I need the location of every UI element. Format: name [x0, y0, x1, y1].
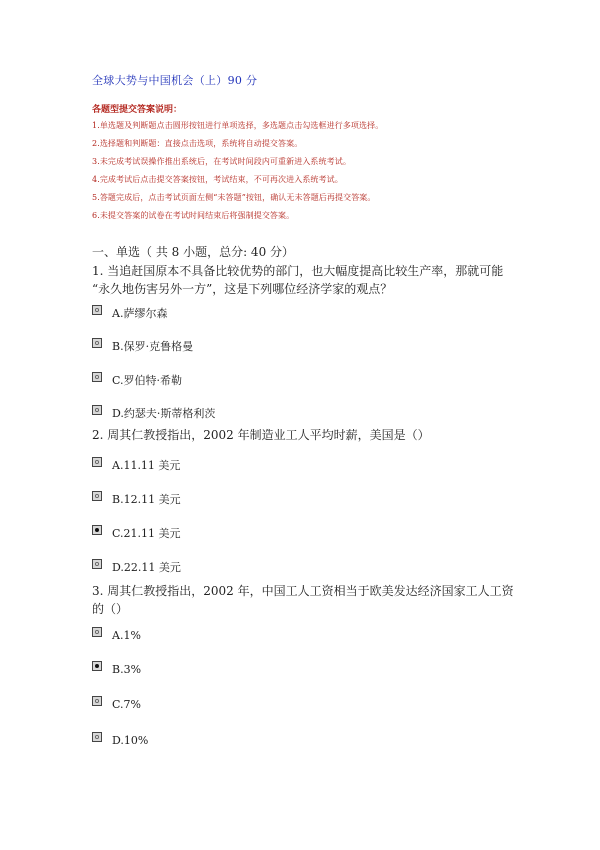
exam-title: 全球大势与中国机会（上）90 分 [92, 74, 258, 87]
question-1-option-b[interactable] [92, 338, 193, 354]
option-label: C.21.11 美元 [112, 527, 181, 540]
question-2-option-b[interactable] [92, 491, 181, 507]
question-2-option-c[interactable] [92, 525, 181, 541]
question-3-option-b[interactable] [92, 661, 141, 677]
instruction-item: 5.答题完成后，点击考试页面左侧“未答题”按钮，确认无未答题后再提交答案。 [92, 193, 376, 202]
question-3-line-2: 的（） [92, 602, 129, 616]
instruction-item: 4.完成考试后点击提交答案按钮，考试结束，不可再次进入系统考试。 [92, 175, 343, 184]
question-2 [92, 426, 522, 444]
question-1 [92, 262, 522, 298]
instruction-item: 6.未提交答案的试卷在考试时间结束后将强制提交答案。 [92, 211, 295, 220]
radio-button-icon[interactable] [92, 491, 102, 501]
question-2-line-1: 2. 周其仁教授指出，2002 年制造业工人平均时薪，美国是（） [92, 428, 430, 442]
option-label: C.罗伯特·希勒 [112, 374, 183, 387]
radio-button-icon[interactable] [92, 338, 102, 348]
radio-button-icon[interactable] [92, 305, 102, 315]
option-label: A.1% [112, 628, 141, 642]
option-label: D.约瑟夫·斯蒂格利茨 [112, 407, 216, 420]
instruction-item: 3.未完成考试误操作推出系统后，在考试时间段内可重新进入系统考试。 [92, 157, 351, 166]
question-2-option-d[interactable] [92, 559, 181, 575]
option-label: C.7% [112, 697, 141, 711]
question-3-option-d[interactable] [92, 732, 148, 748]
option-label: D.22.11 美元 [112, 561, 181, 574]
question-2-option-a[interactable] [92, 457, 180, 473]
radio-button-icon[interactable] [92, 732, 102, 742]
option-label: D.10% [112, 733, 149, 747]
question-1-line-2: “永久地伤害另外一方”，这是下列哪位经济学家的观点？ [92, 282, 393, 296]
radio-button-icon[interactable] [92, 627, 102, 637]
question-1-line-1: 1. 当追赶国原本不具备比较优势的部门，也大幅度提高比较生产率，那就可能 [92, 264, 504, 278]
question-1-option-a[interactable] [92, 305, 167, 321]
option-label: A.11.11 美元 [112, 459, 181, 472]
question-3-line-1: 3. 周其仁教授指出，2002 年，中国工人工资相当于欧美发达经济国家工人工资 [92, 584, 514, 598]
option-label: B.3% [112, 662, 142, 676]
radio-button-icon[interactable] [92, 696, 102, 706]
option-label: A.萨缪尔森 [112, 307, 168, 320]
option-label: B.保罗·克鲁格曼 [112, 340, 194, 353]
radio-button-selected-icon[interactable] [92, 661, 102, 671]
question-1-option-d[interactable] [92, 405, 215, 421]
question-3-option-c[interactable] [92, 696, 141, 712]
radio-button-icon[interactable] [92, 405, 102, 415]
radio-button-selected-icon[interactable] [92, 525, 102, 535]
question-3 [92, 582, 522, 618]
instruction-item: 2.选择题和判断题：直接点击选项，系统将自动提交答案。 [92, 139, 303, 148]
option-label: B.12.11 美元 [112, 493, 181, 506]
radio-button-icon[interactable] [92, 372, 102, 382]
radio-button-icon[interactable] [92, 559, 102, 569]
question-1-option-c[interactable] [92, 372, 182, 388]
instruction-item: 1.单选题及判断题点击圆形按钮进行单项选择，多选题点击勾选框进行多项选择。 [92, 121, 384, 130]
radio-button-icon[interactable] [92, 457, 102, 467]
section-heading: 一、单选（ 共 8 小题，总分: 40 分） [92, 245, 295, 259]
question-3-option-a[interactable] [92, 627, 141, 643]
instructions-heading: 各题型提交答案说明： [92, 105, 183, 115]
